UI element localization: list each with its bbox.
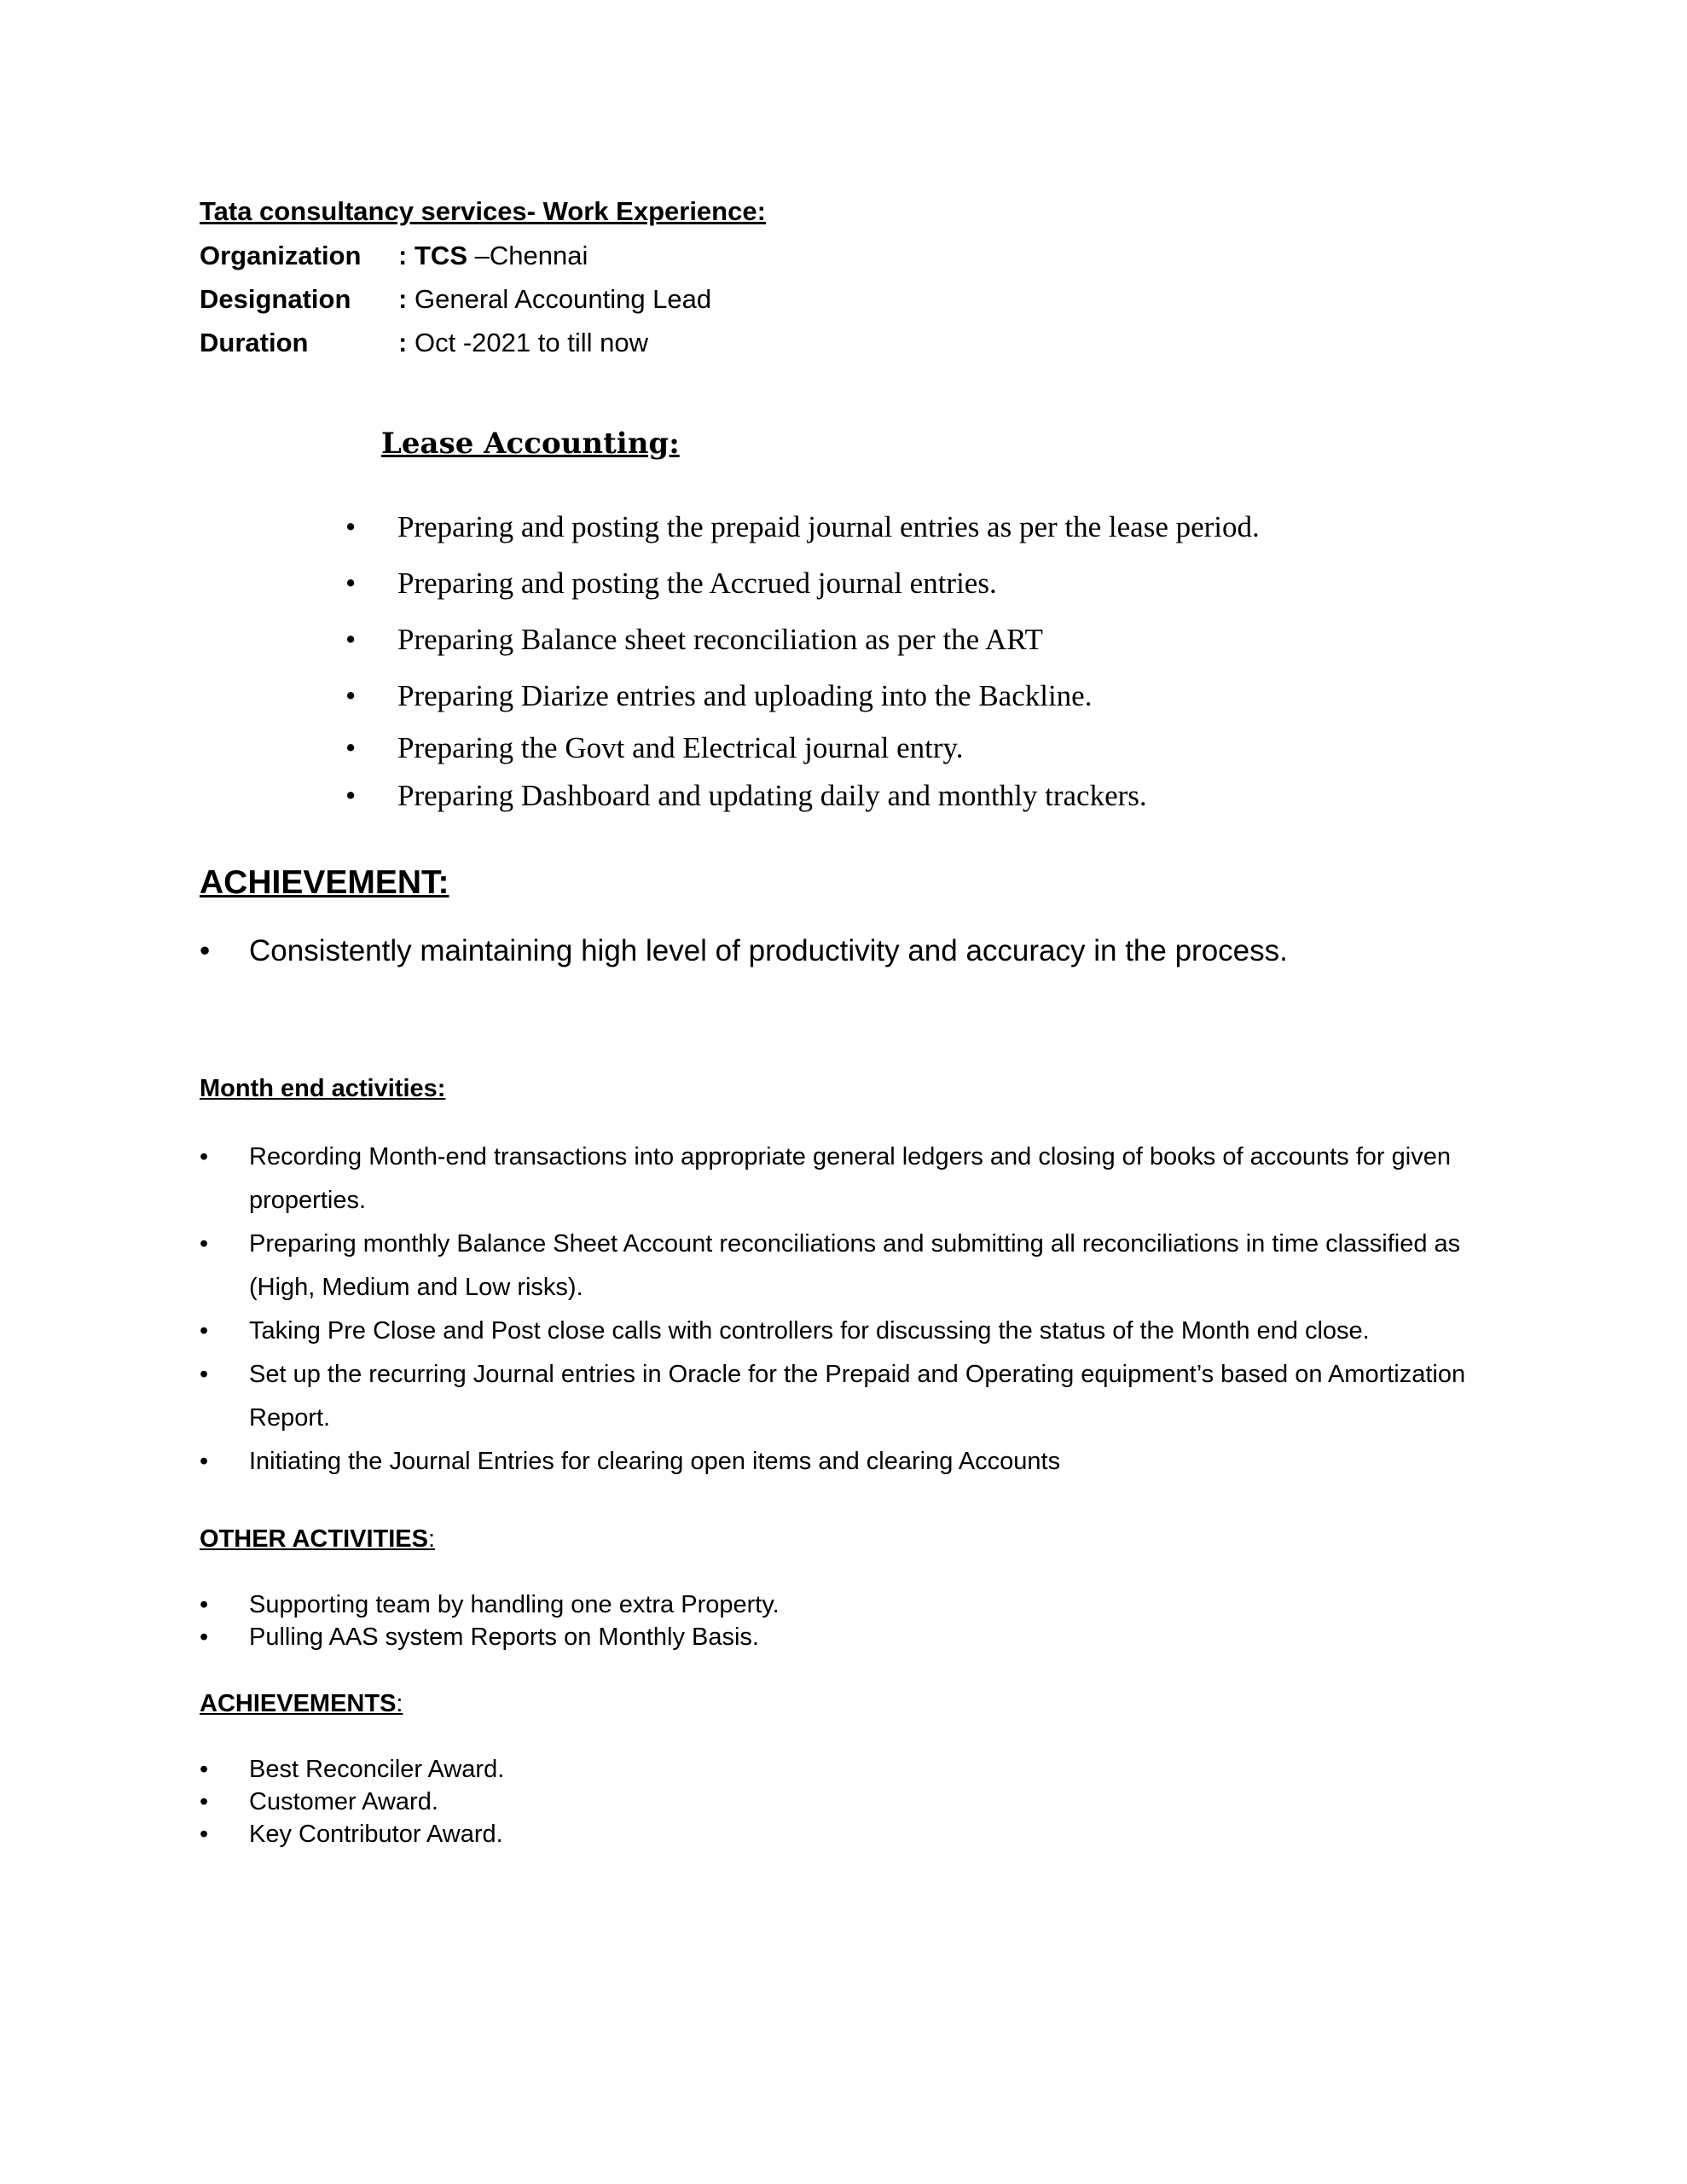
achievements-list [200,1753,1522,1850]
list-item: • Preparing Balance sheet reconciliation as per the ART [345,612,1539,668]
organization-value-bold: TCS [415,241,467,270]
list-item: • Best Reconciler Award. [200,1753,1522,1786]
designation-value: General Accounting Lead [415,284,712,314]
achievement-item: • Consistently maintaining high level of productivity and accuracy in the process. [200,934,1564,968]
achievements-title [200,1690,403,1718]
list-item: • Pulling AAS system Reports on Monthly Basis. [200,1621,1522,1653]
month-end-title: Month end activities: [200,1075,446,1102]
lease-accounting-list [345,499,1539,820]
lease-accounting-title: Lease Accounting: [381,427,680,461]
achievements-title-colon: : [396,1690,403,1717]
other-activities-title-text: OTHER ACTIVITIES [200,1525,428,1553]
duration-label: Duration [200,328,309,357]
designation-colon: : [398,284,408,314]
list-item: • Initiating the Journal Entries for clearing open items and clearing Accounts [200,1440,1522,1484]
list-item: • Supporting team by handling one extra Property. [200,1589,1522,1621]
other-activities-list [200,1589,1522,1653]
list-item: • Preparing the Govt and Electrical journal entry. [345,724,1539,772]
list-item: • Recording Month-end transactions into appropriate general ledgers and closing of books of accounts for given properties. [200,1136,1522,1223]
list-item: • Preparing monthly Balance Sheet Account reconciliations and submitting all reconciliations in time classified as (High, Medium and Low risks). [200,1223,1522,1310]
work-experience-heading: Tata consultancy services- Work Experience: [200,196,766,226]
month-end-list [200,1136,1522,1484]
organization-colon: : [398,241,408,270]
organization-value-text: –Chennai [467,241,588,270]
list-item: • Preparing and posting the Accrued journal entries. [345,555,1539,612]
designation-label: Designation [200,284,351,314]
list-item: • Customer Award. [200,1786,1522,1818]
list-item: • Taking Pre Close and Post close calls with controllers for discussing the status of the Month end close. [200,1310,1522,1353]
list-item: • Set up the recurring Journal entries in Oracle for the Prepaid and Operating equipment’s based on Amortization Report. [200,1353,1522,1440]
duration-colon: : [398,328,408,357]
list-item: • Preparing Diarize entries and uploading into the Backline. [345,668,1539,724]
organization-value [415,239,588,273]
list-item: • Preparing and posting the prepaid journal entries as per the lease period. [345,499,1539,555]
achievements-title-text: ACHIEVEMENTS [200,1690,397,1717]
achievement-title: ACHIEVEMENT: [200,864,449,901]
organization-label: Organization [200,241,362,270]
other-activities-title [200,1525,435,1554]
other-activities-title-colon: : [428,1525,436,1553]
list-item: • Preparing Dashboard and updating daily and monthly trackers. [345,772,1539,820]
list-item: • Key Contributor Award. [200,1818,1522,1850]
duration-value: Oct -2021 to till now [415,328,648,357]
